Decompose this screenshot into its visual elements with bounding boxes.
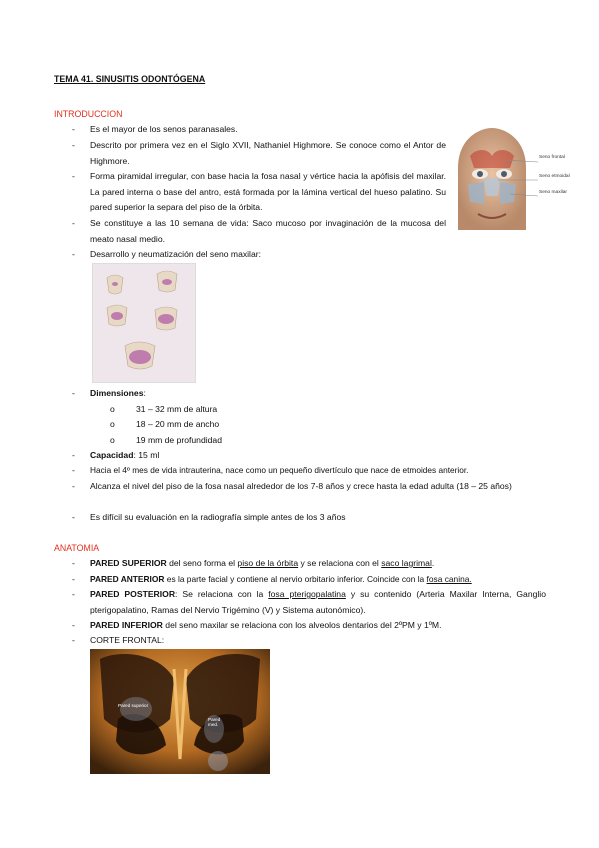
list-item-capacidad	[90, 448, 159, 464]
term: PARED POSTERIOR	[90, 589, 176, 599]
list-dash: -	[72, 481, 75, 491]
dimension-value: 18 – 20 mm de ancho	[136, 419, 220, 429]
list-item-dimensiones: Dimensiones:	[90, 388, 146, 398]
sinus-head-illustration	[454, 128, 586, 230]
list-item-pared-posterior	[90, 587, 546, 618]
list-dash: -	[72, 388, 75, 398]
sub-list-item	[110, 433, 222, 449]
bullet: o	[110, 419, 115, 429]
list-dash: -	[72, 574, 75, 584]
underlined-term: fosa canina.	[426, 574, 472, 584]
list-dash: -	[72, 218, 75, 228]
bullet: o	[110, 404, 115, 414]
list-dash: -	[72, 589, 75, 599]
dimension-value: 31 – 32 mm de altura	[136, 404, 218, 414]
figure-label: Seno maxilar	[539, 190, 567, 195]
list-item-pared-superior	[90, 556, 560, 572]
list-item: Hacia el 4º mes de vida intrauterina, nace como un pequeño divertículo que nace de etmoides anterior.	[90, 465, 469, 475]
text: del seno forma el	[166, 558, 238, 568]
list-item: Desarrollo y neumatización del seno maxilar:	[90, 249, 261, 259]
capacity-label: Capacidad	[90, 450, 134, 460]
text: del seno maxilar se relaciona con los alveolos dentarios del 2ºPM y 1ºM.	[162, 620, 442, 630]
dimension-value: 19 mm de profundidad	[136, 435, 222, 445]
list-dash: -	[72, 635, 75, 645]
list-item: Forma piramidal irregular, con base hacia la fosa nasal y vértice hacia la apófisis del maxilar. La pared interna o base del antro, está formada por la lámina vertical del hueso palatino. Su pared superior la separa del piso de la órbita.	[90, 171, 446, 212]
term: PARED SUPERIOR	[90, 558, 167, 568]
figure-label: Seno frontal	[539, 155, 565, 160]
underlined-term: fosa pterigopalatina	[268, 589, 346, 599]
figure-label: Pared med.	[208, 717, 221, 727]
list-item: Es el mayor de los senos paranasales.	[90, 124, 238, 134]
text: y su contenido (Arteria Maxilar Interna, Ganglio pterigopalatino, Ramas del Nervio Trigémino (V) y Sistema autonómico).	[90, 589, 546, 615]
term: PARED INFERIOR	[90, 620, 163, 630]
list-dash: -	[72, 512, 75, 522]
list-dash: -	[72, 140, 75, 150]
list-dash: -	[72, 465, 75, 475]
text: es la parte facial y contiene al nervio orbitario inferior. Coincide con la	[164, 574, 427, 584]
text: : Se relaciona con la	[175, 589, 269, 599]
sub-list-item	[110, 417, 219, 433]
dimensions-label: Dimensiones	[90, 388, 144, 398]
list-item: Descrito por primera vez en el Siglo XVII, Nathaniel Highmore. Se conoce como el Antor de Highmore.	[90, 140, 446, 166]
list-dash: -	[72, 620, 75, 630]
sinus-development-figure	[92, 263, 196, 383]
sub-list-item	[110, 402, 217, 418]
section-heading-anatomia: ANATOMIA	[54, 543, 100, 553]
list-dash: -	[72, 124, 75, 134]
list-dash: -	[72, 249, 75, 259]
frontal-ct-figure	[90, 649, 270, 774]
list-dash: -	[72, 450, 75, 460]
figure-label: Seno etmoidal	[539, 174, 570, 179]
underlined-term: saco lagrimal	[381, 558, 432, 568]
list-item: CORTE FRONTAL:	[90, 635, 165, 645]
text: .	[431, 558, 435, 568]
list-item-pared-anterior	[90, 572, 560, 588]
list-item: Se constituye a las 10 semana de vida: Saco mucoso por invaginación de la mucosa del meato nasal medio.	[90, 218, 446, 244]
capacity-value: : 15 ml	[133, 450, 160, 460]
list-dash: -	[72, 171, 75, 181]
underlined-term: piso de la órbita	[237, 558, 299, 568]
figure-label: Pared superior	[118, 703, 149, 708]
section-heading-introduccion: INTRODUCCION	[54, 109, 123, 119]
list-item-pared-inferior	[90, 618, 560, 634]
document-title: TEMA 41. SINUSITIS ODONTÓGENA	[54, 74, 206, 84]
text: y se relaciona con el	[298, 558, 382, 568]
term: PARED ANTERIOR	[90, 574, 165, 584]
list-dash: -	[72, 558, 75, 568]
list-item: Es difícil su evaluación en la radiografía simple antes de los 3 años	[90, 512, 346, 522]
bullet: o	[110, 435, 115, 445]
list-item: Alcanza el nivel del piso de la fosa nasal alrededor de los 7-8 años y crece hasta la edad adulta (18 – 25 años)	[90, 481, 512, 491]
